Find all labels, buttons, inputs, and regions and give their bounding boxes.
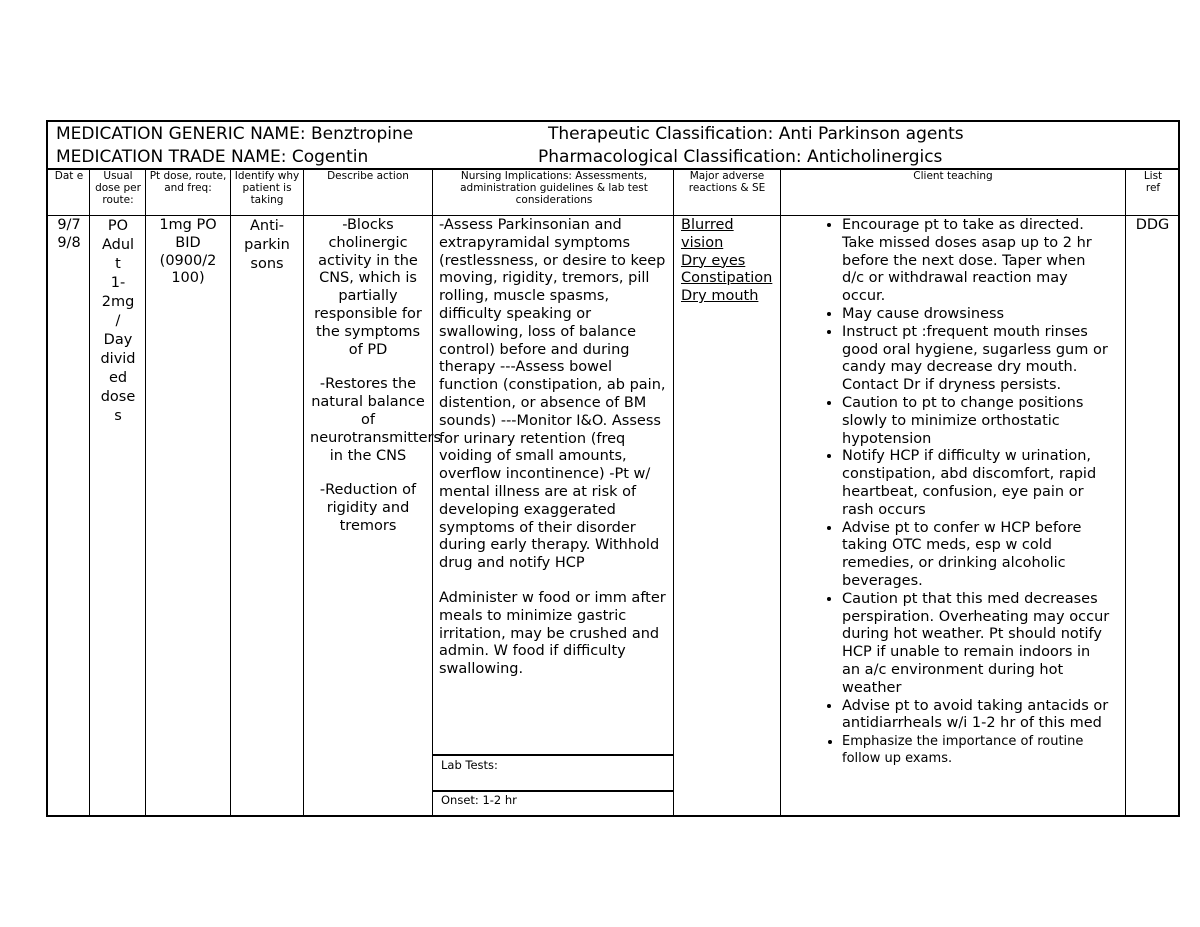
generic-name: MEDICATION GENERIC NAME: Benztropine [56,124,414,144]
medication-card [46,120,1180,817]
teaching-item: • Instruct pt :frequent mouth rinses good oral hygiene, sugarless gum or candy may decrease dry mouth. Contact Dr if dryness persists. [842,324,1112,395]
divider [230,170,231,815]
identify-line: Anti- [249,218,285,234]
divider [780,170,781,815]
action-paragraph: -Restores the natural balance of neurotransmitters in the CNS [310,376,442,464]
divider [89,170,90,815]
action-paragraph: -Reduction of rigidity and tremors [319,482,417,534]
col-header-ref: List ref [1143,170,1163,194]
col-header-action: Describe action [327,170,409,182]
col-header-identify: Identify why patient is taking [234,170,300,206]
medication-header [48,122,1178,170]
divider [145,170,146,815]
col-header-pt-dose: Pt dose, route, and freq: [149,170,227,194]
col-header-usual-dose: Usual dose per route: [95,170,141,206]
adverse-item: Constipation [681,270,773,287]
col-header-adverse: Major adverse reactions & SE [688,170,766,194]
usual-dose-line: divid [100,351,136,367]
usual-dose-line: 1- [110,275,126,291]
usual-dose-cell [92,217,144,426]
teaching-item: • Notify HCP if difficulty w urination, constipation, abd discomfort, rapid heartbeat, confusion, eye pain or rash occurs [842,448,1112,519]
date-cell [50,217,88,253]
pt-dose-line: 1mg PO [159,217,217,233]
usual-dose-line: t [115,256,121,272]
adverse-item: Dry eyes [681,252,746,269]
teaching-item: • Emphasize the importance of routine follow up exams. [842,733,1112,767]
pt-dose-line: BID [175,234,201,251]
teaching-item: • Advise pt to avoid taking antacids or antidiarrheals w/i 1-2 hr of this med [842,698,1112,734]
usual-dose-line: 2mg [101,294,135,310]
identify-cell [232,217,302,274]
nursing-assessments: -Assess Parkinsonian and extrapyramidal symptoms (restlessness, or desire to keep moving, rigidity, tremors, pill rolling, muscle spasms, difficulty speaking or swallowing, loss of balance control) before and during therapy ---Assess bowel function (constipation, ab pain, distention, or absence of BM sounds) ---Monitor I&O. Assess for urinary retention (freq voiding of small amounts, overflow incontinence) -Pt w/ mental illness are at risk of developing exaggerated symptoms of their disorder during early therapy. Withhold drug and notify HCP [439,217,666,572]
usual-dose-line: ed [108,370,128,386]
lab-tests-label: Lab Tests: [441,758,498,772]
usual-dose-line: Adul [101,237,135,253]
ref-cell: DDG [1135,217,1170,233]
divider [673,170,674,815]
pt-dose-cell [147,217,229,288]
usual-dose-line: PO [107,218,129,234]
pt-dose-line: (0900/2 [159,252,217,269]
teaching-item: • Encourage pt to take as directed. Take missed doses asap up to 2 hr before the next dose. Taper when d/c or withdrawal reaction may occur. [842,217,1112,306]
usual-dose-line: / [115,313,121,329]
nursing-administration: Administer w food or imm after meals to minimize gastric irritation, may be crushed and admin. W food if difficulty swallowing. [439,589,666,678]
onset-label: Onset: 1-2 hr [441,793,517,807]
usual-dose-line: Day [103,332,133,348]
action-cell [310,217,442,536]
divider [432,170,433,815]
teaching-item: • May cause drowsiness [842,306,1112,324]
divider [1125,170,1126,815]
trade-name: MEDICATION TRADE NAME: Cogentin [56,147,369,167]
date-line: 9/7 [57,217,81,233]
identify-line: sons [250,256,284,272]
usual-dose-line: s [114,408,122,424]
identify-line: parkin [244,237,290,253]
usual-dose-line: dose [100,389,136,405]
date-line: 9/8 [57,234,81,251]
teaching-item: • Caution to pt to change positions slowly to minimize orthostatic hypotension [842,395,1112,448]
onset-divider [432,790,673,792]
divider [303,170,304,815]
adverse-item: Blurred vision [681,217,734,251]
col-header-teaching: Client teaching [913,170,993,182]
teaching-item: • Advise pt to confer w HCP before taking OTC meds, esp w cold remedies, or drinking alcoholic beverages. [842,520,1112,591]
col-header-nursing: Nursing Implications: Assessments, administration guidelines & lab test considerations [460,170,648,206]
header-row-divider [48,215,1178,216]
pharmacological-classification: Pharmacological Classification: Anticholinergics [538,147,943,167]
teaching-list [812,217,1112,767]
lab-tests-divider [432,754,673,756]
teaching-item: • Caution pt that this med decreases perspiration. Overheating may occur during hot weather. Pt should notify HCP if unable to remain indoors in an a/c environment during hot weather [842,591,1112,698]
adverse-item: Dry mouth [681,288,759,305]
therapeutic-classification: Therapeutic Classification: Anti Parkinson agents [548,124,964,144]
pt-dose-line: 100) [171,270,205,287]
adverse-cell [681,217,773,306]
col-header-date: Dat e [54,170,84,182]
nursing-cell [439,217,669,679]
teaching-cell [812,217,1112,767]
action-paragraph: -Blocks cholinergic activity in the CNS, which is partially responsible for the symptoms of PD [314,217,422,358]
